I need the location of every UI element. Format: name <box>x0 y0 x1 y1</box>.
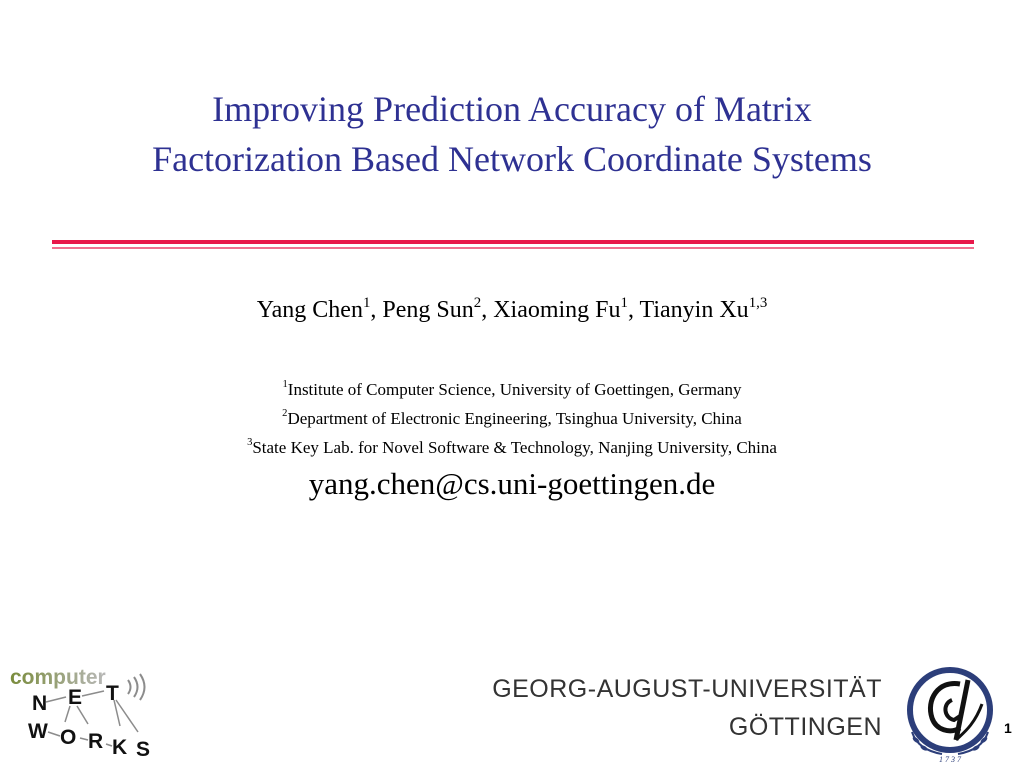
author: Peng Sun$^2$, <box>382 294 494 323</box>
logo-letter: W <box>28 720 48 743</box>
contact-email: yang.chen@cs.uni-goettingen.de <box>308 466 716 501</box>
university-name <box>468 670 882 746</box>
logo-letter: K <box>112 736 128 759</box>
title-line-1: Improving Prediction Accuracy of Matrix <box>212 89 812 129</box>
title-line-2: Factorization Based Network Coordinate Systems <box>152 139 872 179</box>
logo-letter: T <box>106 682 119 705</box>
logo-letter: N <box>32 692 48 715</box>
author: Tianyin Xu$^{1,3}$ <box>639 294 768 323</box>
university-name-line1: GEORG-AUGUST-UNIVERSITÄT <box>492 675 882 703</box>
logo-letter: E <box>68 686 83 709</box>
title-divider-thin <box>52 247 974 249</box>
signal-waves-icon <box>128 674 145 700</box>
logo-letter: R <box>88 730 104 753</box>
page-number: 1 <box>1004 720 1012 736</box>
affiliation-item: $^1$Institute of Computer Science, University of Goettingen, Germany <box>282 379 742 399</box>
affiliation-item: $^3$State Key Lab. for Novel Software & Technology, Nanjing University, China <box>247 437 777 457</box>
university-seal-logo <box>898 660 1004 766</box>
author: Yang Chen$^1$, <box>256 294 383 323</box>
author: Xiaoming Fu$^1$, <box>493 294 640 323</box>
slide-title <box>40 84 984 184</box>
affiliation-list <box>0 375 1024 462</box>
university-name-line2: GÖTTINGEN <box>728 713 882 741</box>
logo-letter: O <box>60 726 77 749</box>
author-list <box>0 294 1024 324</box>
title-divider <box>52 240 974 244</box>
computer-networks-logo <box>8 664 158 764</box>
logo-letter: S <box>136 738 151 761</box>
affiliation-item: $^2$Department of Electronic Engineering, Tsinghua University, China <box>282 408 742 428</box>
seal-year: 1 7 3 7 <box>939 755 961 764</box>
logo-word: computer <box>10 666 106 689</box>
